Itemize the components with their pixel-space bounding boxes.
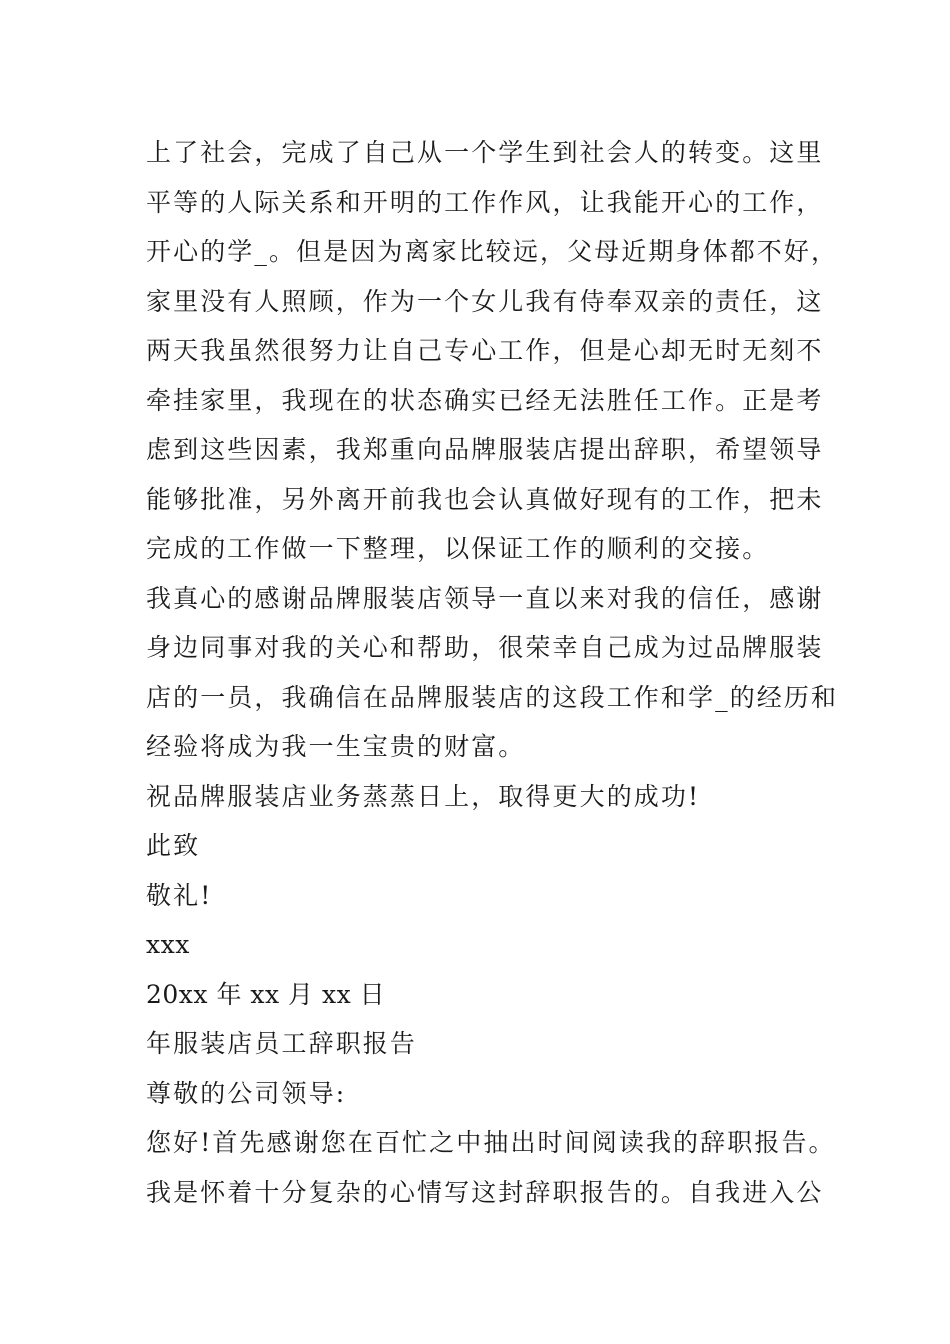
- text-line: 虑到这些因素，我郑重向品牌服装店提出辞职，希望领导: [146, 435, 824, 464]
- closing-line: 此致: [146, 831, 201, 860]
- text-line: 您好!首先感谢您在百忙之中抽出时间阅读我的辞职报告。: [146, 1128, 836, 1157]
- text-line: 店的一员，我确信在品牌服装店的这段工作和学_的经历和: [146, 682, 839, 712]
- text-line: 牵挂家里，我现在的状态确实已经无法胜任工作。正是考: [146, 385, 824, 415]
- salutation-line: 敬礼!: [146, 880, 213, 910]
- text-line: 家里没有人照顾，作为一个女儿我有侍奉双亲的责任，这: [146, 286, 824, 316]
- document-body: [146, 128, 839, 1217]
- text-line: 祝品牌服装店业务蒸蒸日上，取得更大的成功!: [146, 781, 701, 811]
- text-line: 我是怀着十分复杂的心情写这封辞职报告的。自我进入公: [146, 1177, 824, 1207]
- signature-date: 20xx 年 xx 月 xx 日: [146, 979, 386, 1009]
- text-line: 身边同事对我的关心和帮助，很荣幸自己成为过品牌服装: [146, 633, 824, 662]
- text-line: 平等的人际关系和开明的工作作风，让我能开心的工作，: [146, 187, 824, 217]
- text-line: 开心的学_。但是因为离家比较远，父母近期身体都不好，: [146, 237, 839, 266]
- text-line: 经验将成为我一生宝贵的财富。: [146, 732, 526, 761]
- text-line: 两天我虽然很努力让自己专心工作，但是心却无时无刻不: [146, 336, 824, 365]
- text-line: 能够批准，另外离开前我也会认真做好现有的工作，把未: [146, 484, 824, 514]
- greeting-line: 尊敬的公司领导:: [146, 1078, 347, 1108]
- signature-name: xxx: [146, 930, 190, 959]
- text-line: 上了社会，完成了自己从一个学生到社会人的转变。这里: [146, 138, 824, 167]
- text-line: 完成的工作做一下整理，以保证工作的顺利的交接。: [146, 534, 770, 563]
- section-title: 年服装店员工辞职报告: [146, 1029, 418, 1058]
- text-line: 我真心的感谢品牌服装店领导一直以来对我的信任，感谢: [146, 583, 824, 613]
